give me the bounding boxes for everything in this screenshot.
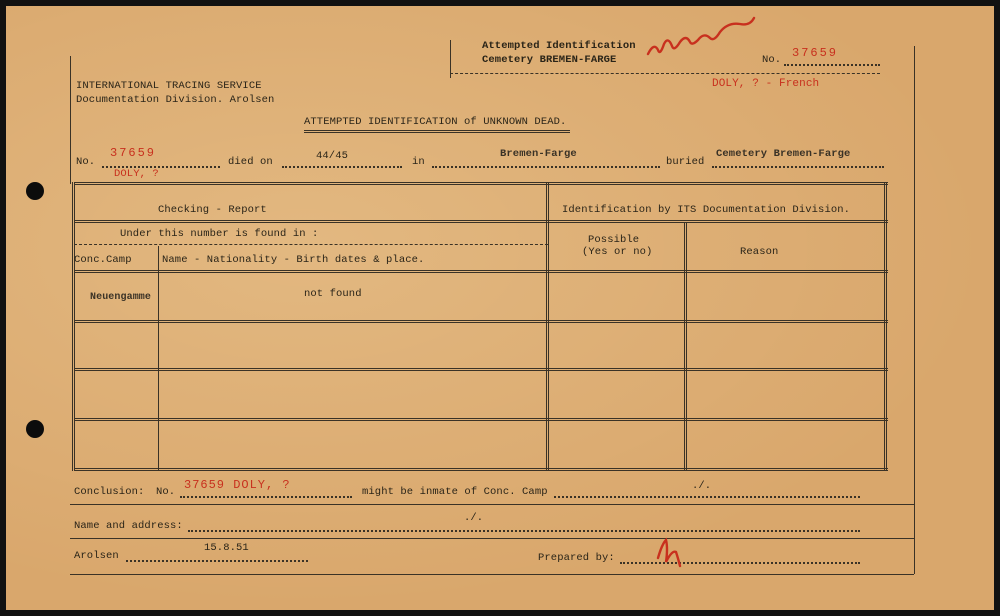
name-address-value: ./.	[464, 512, 484, 524]
name-below: DOLY, ?	[114, 168, 159, 180]
table-mid-rule	[546, 182, 549, 471]
row-rule-1	[74, 320, 888, 323]
top-box-line1: Attempted Identification	[482, 40, 636, 52]
row1-camp: Neuengamme	[90, 292, 152, 303]
conclusion-no-dots	[180, 496, 352, 498]
buried-dots	[712, 166, 884, 168]
column-header-rule	[74, 270, 888, 273]
arolsen-label: Arolsen	[74, 550, 119, 562]
top-box-no-label: No.	[762, 54, 782, 66]
conclusion-label: Conclusion:	[74, 486, 145, 498]
buried-label: buried	[666, 156, 705, 168]
table-reason-rule	[684, 222, 687, 471]
top-box-line2: Cemetery BREMEN-FARGE	[482, 54, 617, 66]
inmate-dots	[554, 496, 860, 498]
no-value: 37659	[110, 146, 157, 160]
table-right-rule	[884, 182, 887, 471]
name-address-label: Name and address:	[74, 520, 183, 532]
date-value: 15.8.51	[204, 542, 249, 554]
ident-header: Identification by ITS Documentation Division.	[562, 204, 851, 216]
punch-hole-bottom	[26, 420, 44, 438]
signature-mark	[654, 536, 684, 570]
annotation-none-handwriting	[644, 30, 764, 64]
footer-divider-1	[70, 504, 914, 505]
footer-divider-3	[70, 574, 914, 575]
index-card	[6, 6, 994, 610]
header-row-rule	[74, 220, 888, 223]
conclusion-value: 37659 DOLY, ?	[184, 478, 291, 492]
in-dots	[432, 166, 660, 168]
col-possible-header-1: Possible	[588, 234, 640, 246]
form-title: ATTEMPTED IDENTIFICATION of UNKNOWN DEAD.	[304, 116, 567, 128]
top-box-no-dots	[784, 64, 880, 66]
row1-name: not found	[304, 288, 362, 300]
punch-hole-top	[26, 182, 44, 200]
footer-divider-2	[70, 538, 914, 539]
col-name-header: Name - Nationality - Birth dates & place.	[162, 254, 425, 266]
row-rule-2	[74, 368, 888, 371]
name-note: DOLY, ? - French	[712, 78, 820, 90]
checking-header: Checking - Report	[158, 204, 267, 216]
no-label: No.	[76, 156, 96, 168]
inmate-text: might be inmate of Conc. Camp	[362, 486, 548, 498]
under-number-label: Under this number is found in :	[120, 228, 319, 240]
under-number-rule	[74, 244, 548, 245]
arolsen-dots	[126, 560, 308, 562]
inmate-value: ./.	[692, 480, 712, 492]
died-value: 44/45	[316, 150, 349, 162]
col-camp-header: Conc.Camp	[74, 254, 132, 266]
in-value: Bremen-Farge	[500, 148, 577, 160]
died-label: died on	[228, 156, 273, 168]
conclusion-no-label: No.	[156, 486, 176, 498]
table-left-rule	[72, 182, 75, 471]
col-possible-header-2: (Yes or no)	[582, 246, 653, 258]
header-left-rule	[70, 56, 71, 184]
prepared-label: Prepared by:	[538, 552, 615, 564]
footer-right-rule	[914, 46, 915, 574]
col-reason-header: Reason	[740, 246, 779, 258]
died-dots	[282, 166, 402, 168]
division-name: Documentation Division. Arolsen	[76, 94, 275, 106]
top-box-bottom-rule	[450, 73, 880, 74]
buried-value: Cemetery Bremen-Farge	[716, 148, 851, 160]
table-camp-rule	[158, 246, 159, 470]
row-rule-3	[74, 418, 888, 421]
table-top-rule	[74, 182, 888, 185]
title-underline	[304, 130, 570, 133]
top-box-no-value: 37659	[792, 46, 839, 60]
table-bottom-rule	[74, 468, 888, 471]
org-name: INTERNATIONAL TRACING SERVICE	[76, 80, 262, 92]
in-label: in	[412, 156, 425, 168]
name-address-dots	[188, 530, 860, 532]
